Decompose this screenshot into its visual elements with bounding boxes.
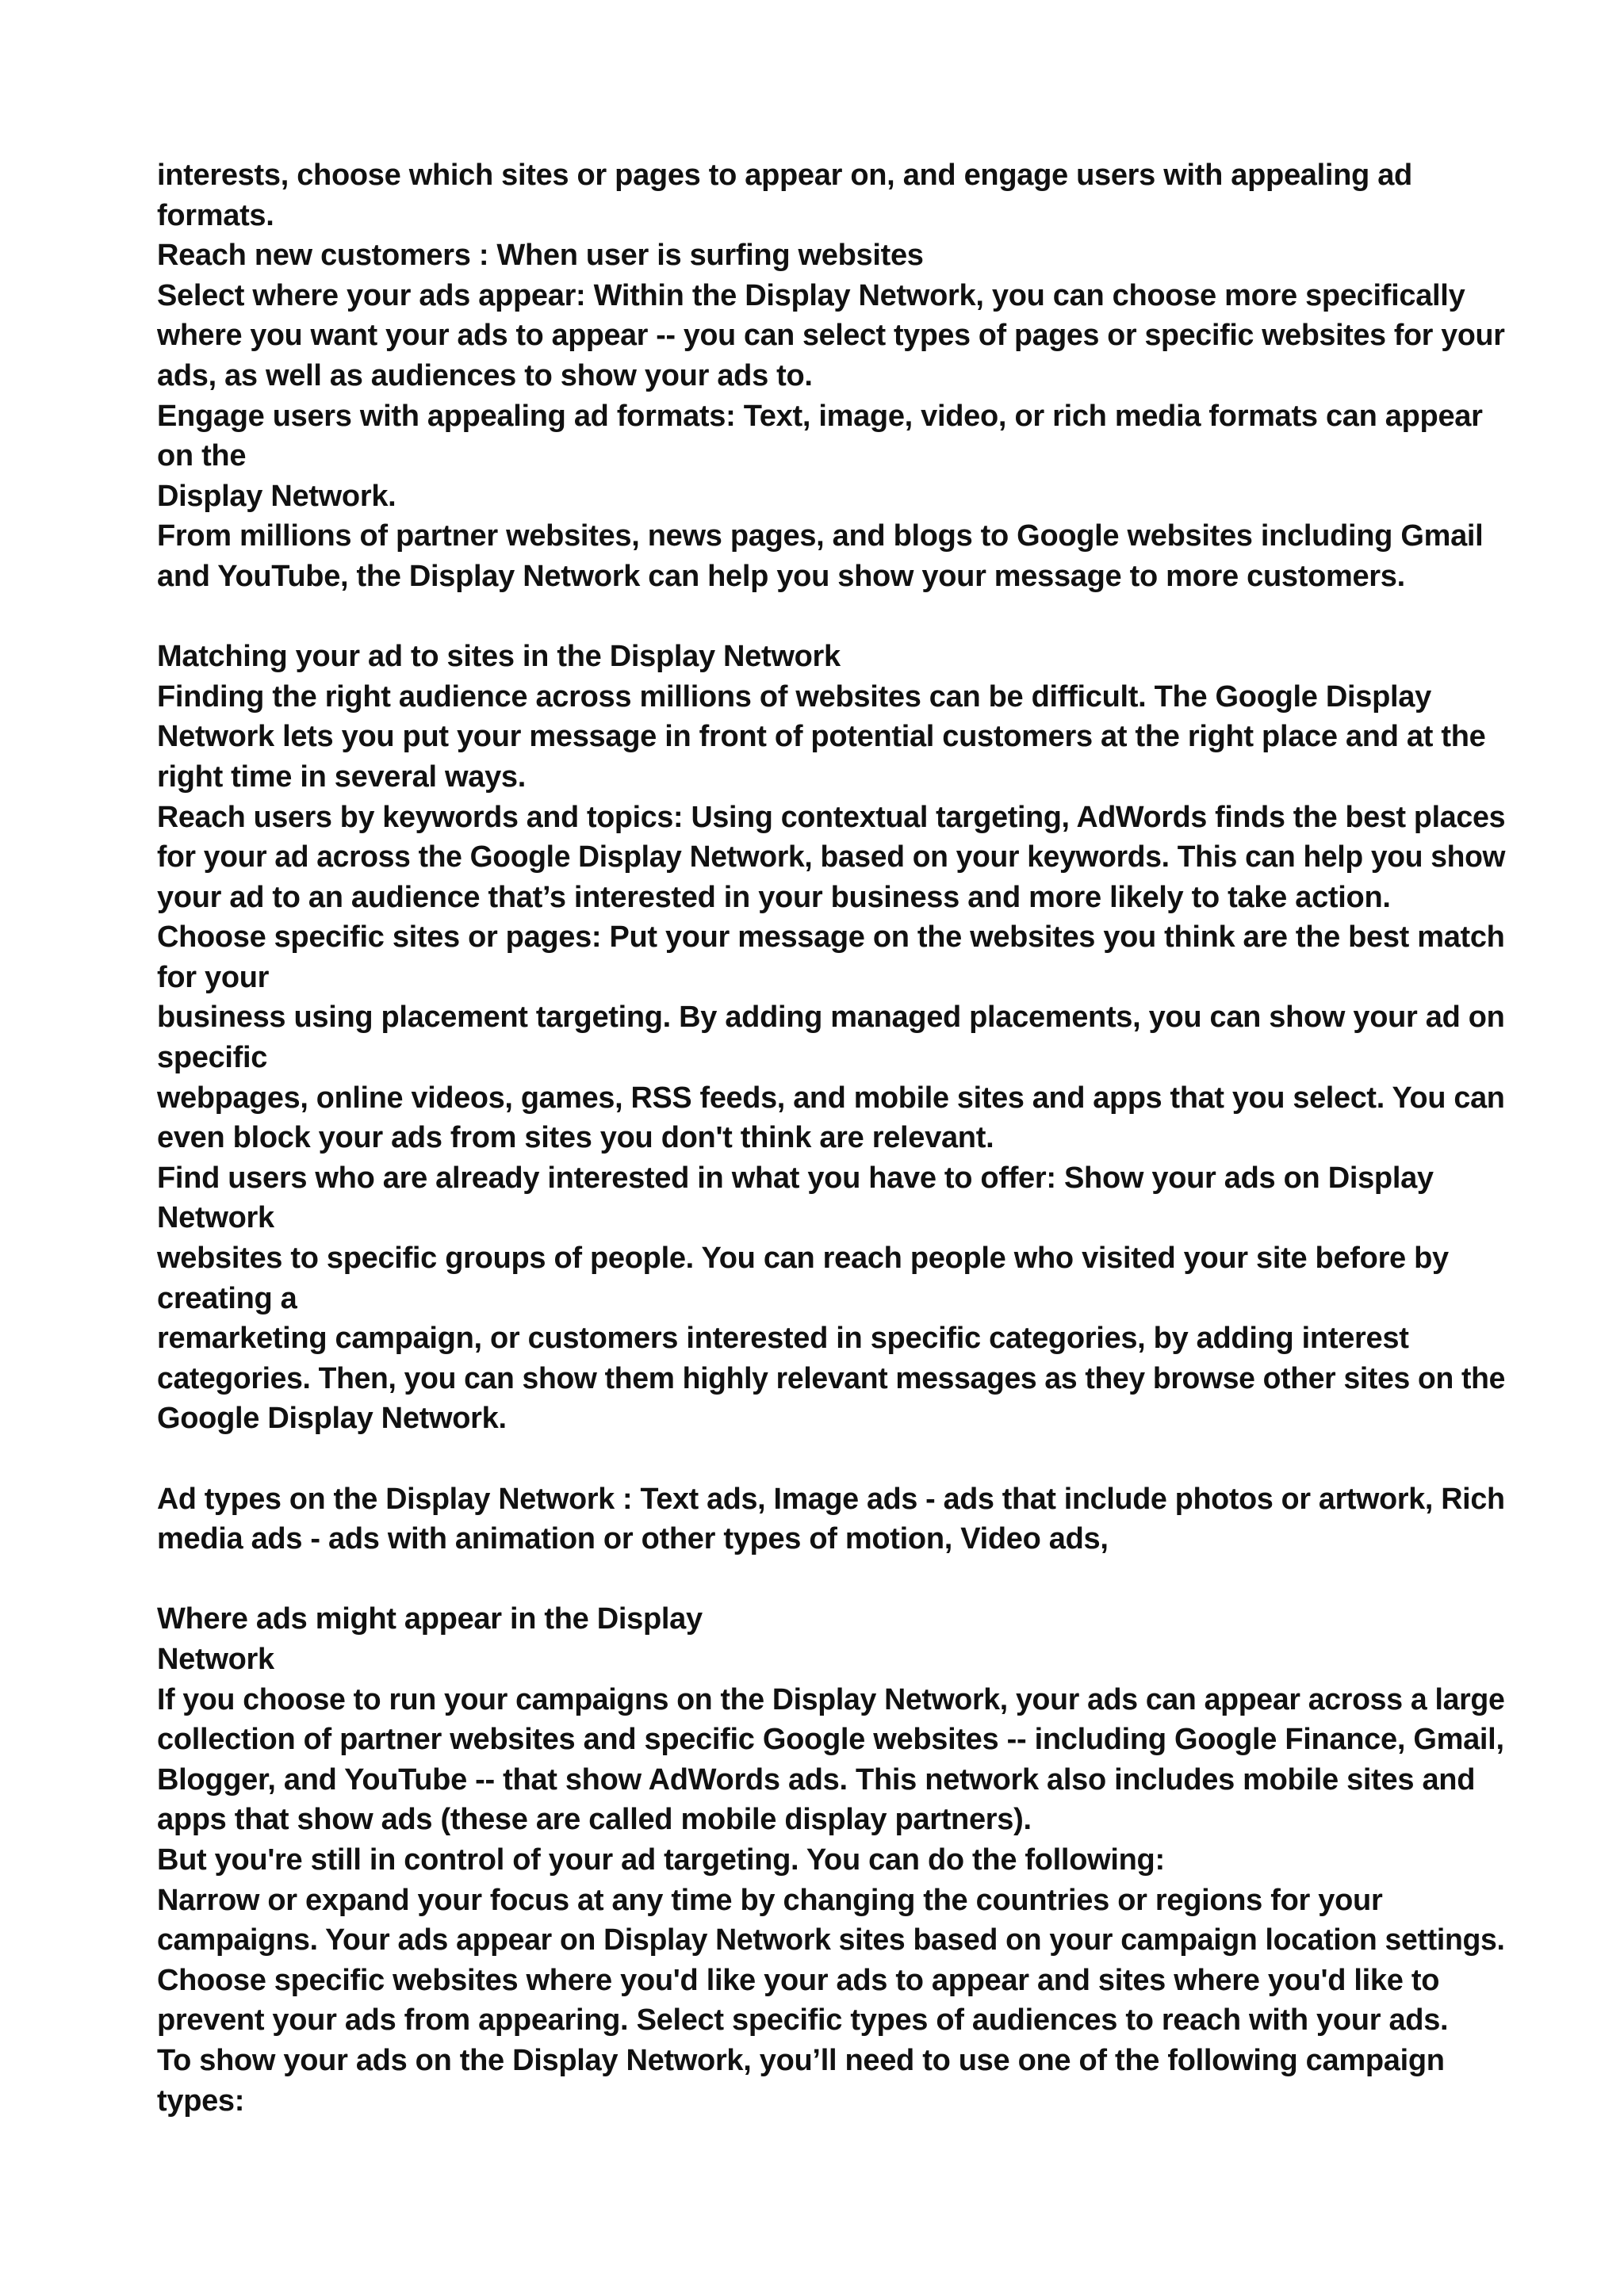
text-line: where you want your ads to appear -- you can select types of pages or specific websites for your <box>157 319 1505 353</box>
text-line: If you choose to run your campaigns on the Display Network, your ads can appear across a large <box>157 1682 1505 1716</box>
text-line: prevent your ads from appearing. Select specific types of audiences to reach with your ads. <box>157 2003 1449 2038</box>
text-line: Matching your ad to sites in the Display Network <box>157 640 841 674</box>
text-line: business using placement targeting. By adding managed placements, you can show your ad on <box>157 1001 1505 1035</box>
text-line: for your ad across the Google Display Network, based on your keywords. This can help you show <box>157 840 1506 874</box>
text-line: Engage users with appealing ad formats: Text, image, video, or rich media formats can appear <box>157 399 1483 433</box>
text-line: your ad to an audience that’s interested in your business and more likely to take action. <box>157 880 1391 914</box>
text-line: Choose specific sites or pages: Put your message on the websites you think are the best match <box>157 920 1505 955</box>
text-line: Network lets you put your message in front of potential customers at the right place and at the <box>157 720 1486 754</box>
text-line: campaigns. Your ads appear on Display Network sites based on your campaign location settings. <box>157 1923 1505 1957</box>
text-line: right time in several ways. <box>157 760 526 794</box>
text-line: interests, choose which sites or pages to appear on, and engage users with appealing ad <box>157 159 1412 192</box>
text-line: categories. Then, you can show them highly relevant messages as they browse other sites on the <box>157 1361 1506 1395</box>
text-line: To show your ads on the Display Network, you’ll need to use one of the following campaign <box>157 2043 1445 2077</box>
text-line: Blogger, and YouTube -- that show AdWords ads. This network also includes mobile sites and <box>157 1762 1476 1797</box>
text-line: Display Network. <box>157 479 396 513</box>
text-line: types: <box>157 2084 245 2118</box>
text-line: on the <box>157 439 247 473</box>
text-line: Network <box>157 1201 274 1235</box>
text-line: websites to specific groups of people. You can reach people who visited your site before by <box>157 1242 1449 1276</box>
text-line: But you're still in control of your ad targeting. You can do the following: <box>157 1843 1165 1877</box>
text-line: and YouTube, the Display Network can help you show your message to more customers. <box>157 559 1405 593</box>
text-line: Google Display Network. <box>157 1402 507 1436</box>
text-line: Where ads might appear in the Display <box>157 1602 703 1636</box>
text-line: Network <box>157 1642 274 1676</box>
text-line: formats. <box>157 198 274 232</box>
text-line: From millions of partner websites, news pages, and blogs to Google websites including Gmail <box>157 519 1484 553</box>
text-line: Find users who are already interested in what you have to offer: Show your ads on Display <box>157 1161 1434 1195</box>
paragraph-gap <box>157 1439 1505 1479</box>
text-line: for your <box>157 960 270 994</box>
text-line: apps that show ads (these are called mobile display partners). <box>157 1803 1032 1837</box>
document-page <box>157 155 1505 2121</box>
matching-section <box>157 637 1505 1439</box>
text-line: Finding the right audience across millions of websites can be difficult. The Google Display <box>157 679 1431 714</box>
document-body <box>157 155 1505 2121</box>
text-line: Select where your ads appear: Within the Display Network, you can choose more specifically <box>157 278 1465 312</box>
text-line: Choose specific websites where you'd like your ads to appear and sites where you'd like to <box>157 1963 1440 1997</box>
text-line: Reach users by keywords and topics: Using contextual targeting, AdWords finds the best places <box>157 800 1506 834</box>
ad-types-section <box>157 1479 1505 1559</box>
text-line: even block your ads from sites you don't think are relevant. <box>157 1121 994 1155</box>
text-line: collection of partner websites and specific Google websites -- including Google Finance, Gmail, <box>157 1723 1504 1757</box>
text-line: remarketing campaign, or customers interested in specific categories, by adding interest <box>157 1322 1409 1356</box>
text-line: creating a <box>157 1281 297 1315</box>
text-line: Reach new customers : When user is surfing websites <box>157 239 924 273</box>
text-line: media ads - ads with animation or other types of motion, Video ads, <box>157 1522 1109 1556</box>
text-line: webpages, online videos, games, RSS feeds, and mobile sites and apps that you select. You can <box>157 1081 1505 1115</box>
intro-paragraph <box>157 155 1505 597</box>
text-line: Ad types on the Display Network : Text ads, Image ads - ads that include photos or artwork, Rich <box>157 1482 1505 1516</box>
paragraph-gap <box>157 1559 1505 1600</box>
text-line: specific <box>157 1041 268 1075</box>
text-line: Narrow or expand your focus at any time by changing the countries or regions for your <box>157 1883 1383 1917</box>
where-ads-appear-section <box>157 1599 1505 2121</box>
text-line: ads, as well as audiences to show your ads to. <box>157 358 813 392</box>
paragraph-gap <box>157 597 1505 637</box>
